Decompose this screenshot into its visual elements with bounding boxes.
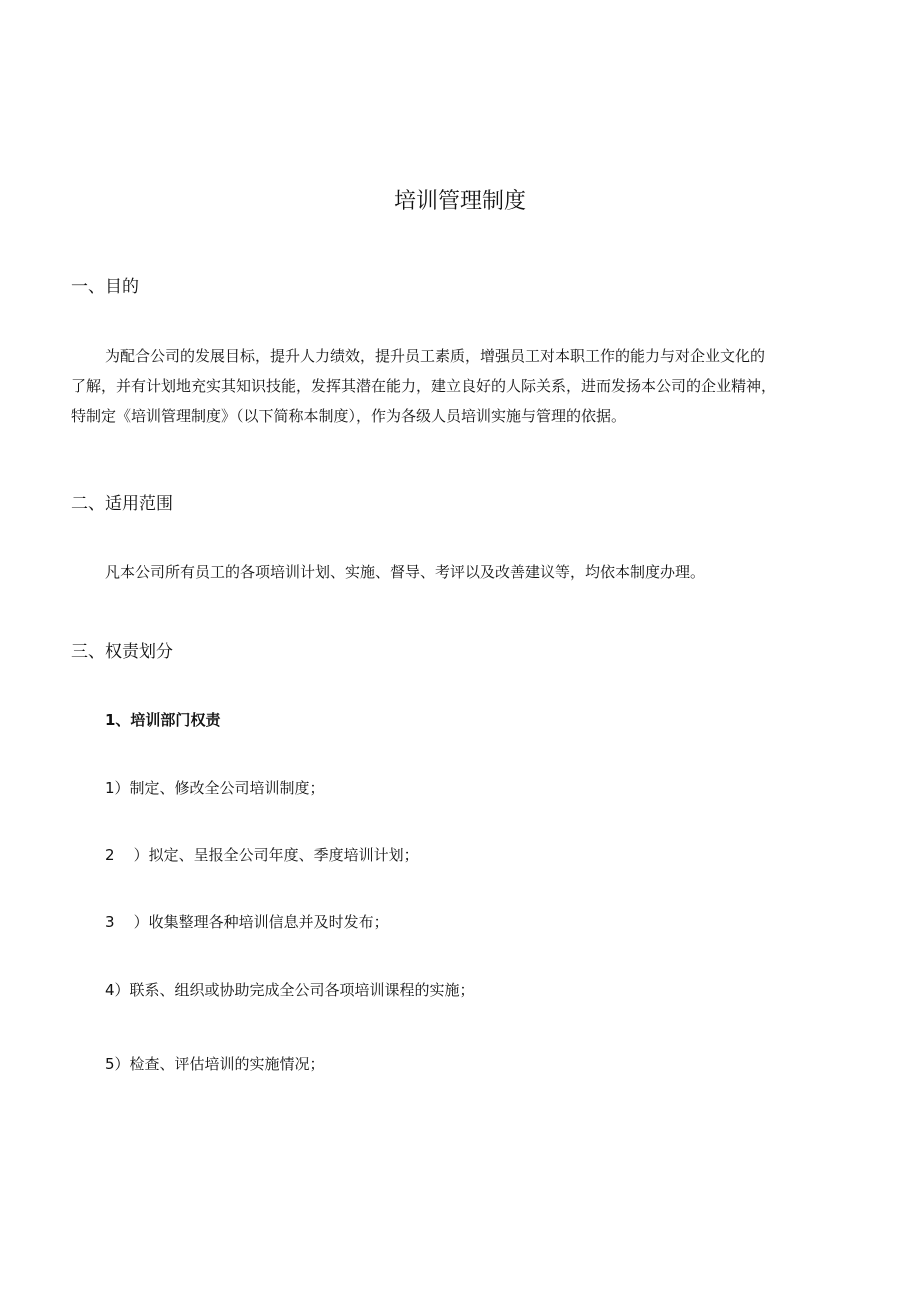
section-heading-responsibilities: 三、权责划分	[71, 642, 173, 662]
document-title: 培训管理制度	[393, 189, 526, 214]
list-item: 5）检查、评估培训的实施情况；	[105, 1055, 325, 1073]
list-item: 4）联系、组织或协助完成全公司各项培训课程的实施；	[105, 981, 475, 999]
section-heading-scope: 二、适用范围	[71, 494, 173, 514]
purpose-line-3: 特制定《培训管理制度》（以下简称本制度），作为各级人员培训实施与管理的依据。	[71, 407, 627, 425]
scope-paragraph	[71, 557, 861, 587]
list-item: 3 ）收集整理各种培训信息并及时发布；	[105, 913, 389, 931]
scope-line: 凡本公司所有员工的各项培训计划、实施、督导、考评以及改善建议等，均依本制度办理。	[105, 563, 706, 581]
purpose-line-2: 了解，并有计划地充实其知识技能，发挥其潜在能力，建立良好的人际关系，进而发扬本公司的企业精神，	[71, 377, 777, 395]
section-heading-purpose: 一、目的	[71, 277, 139, 297]
list-item: 2 ）拟定、呈报全公司年度、季度培训计划；	[105, 846, 419, 864]
purpose-paragraph	[71, 341, 861, 431]
subheading-training-dept: 1、培训部门权责	[105, 711, 221, 729]
list-item: 1）制定、修改全公司培训制度；	[105, 779, 325, 797]
purpose-line-1: 为配合公司的发展目标，提升人力绩效，提升员工素质，增强员工对本职工作的能力与对企业文化的	[105, 347, 766, 365]
